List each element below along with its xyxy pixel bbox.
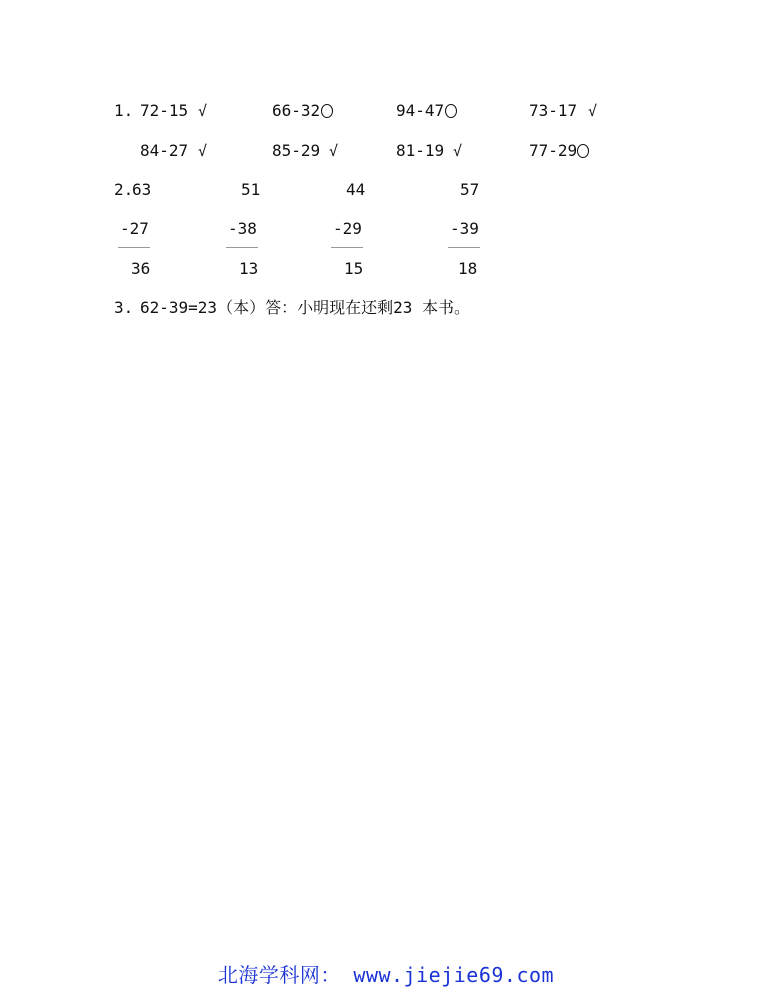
q1-row1-expr-3: 94-47 [396,101,445,120]
q2-problem-2-result: 13 [239,259,259,278]
q2-problem-2-sub: -38 [228,219,257,238]
check-mark-icon: √ [198,102,208,120]
check-mark-icon: √ [198,142,208,160]
q1-row1-expr-2: 66-32 [272,101,321,120]
q2-problem-3-sub: -29 [333,219,362,238]
q1-label: 1. [114,101,134,120]
q2-problem-1-result: 36 [131,259,151,278]
circle-mark-icon [445,104,457,118]
q3-answer-text: 62-39=23（本）答：小明现在还剩23 本书。 [140,298,470,317]
q1-row2-expr-3: 81-19 [396,141,445,160]
q3-label: 3. [114,298,134,317]
q2-label: 2. [114,180,134,199]
circle-mark-icon [577,144,589,158]
q2-problem-4-top: 57 [460,180,480,199]
q2-problem-3-top: 44 [346,180,366,199]
circle-mark-icon [321,104,333,118]
q2-problem-2-top: 51 [241,180,261,199]
q2-problem-3-rule [331,247,363,248]
check-mark-icon: √ [329,142,339,160]
q1-row2-expr-2: 85-29 [272,141,321,160]
q1-row2-expr-1: 84-27 [140,141,189,160]
q1-row2-expr-4: 77-29 [529,141,578,160]
check-mark-icon: √ [588,102,598,120]
q2-problem-1-sub: -27 [120,219,149,238]
q2-problem-1-top: 63 [132,180,152,199]
q2-problem-4-result: 18 [458,259,478,278]
q1-row1-expr-1: 72-15 [140,101,189,120]
q2-problem-3-result: 15 [344,259,364,278]
q1-row1-expr-4: 73-17 [529,101,578,120]
footer-watermark: 北海学科网： www.jiejie69.com [217,963,555,987]
q2-problem-2-rule [226,247,258,248]
q2-problem-1-rule [118,247,150,248]
q2-problem-4-sub: -39 [450,219,479,238]
check-mark-icon: √ [453,142,463,160]
q2-problem-4-rule [448,247,480,248]
